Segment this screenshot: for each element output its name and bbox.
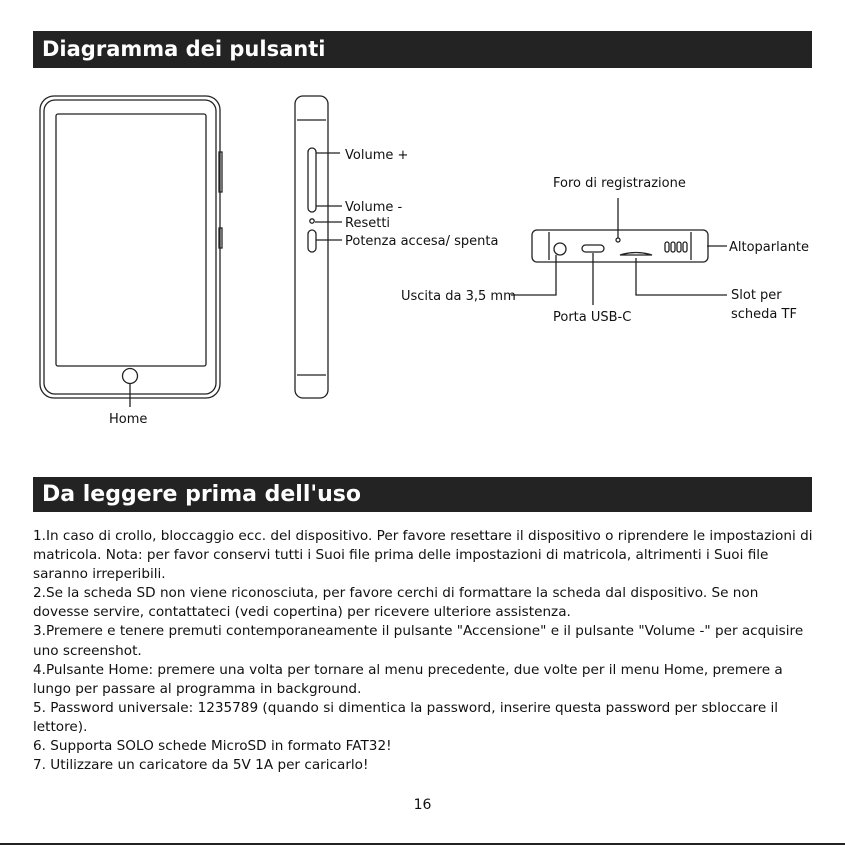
label-jack: Uscita da 3,5 mm [401,289,516,304]
volume-rocker-icon [308,148,316,212]
label-power: Potenza accesa/ spenta [345,234,499,249]
headphone-jack-icon [554,243,566,255]
label-reset: Resetti [345,216,391,231]
instructions-list [33,527,817,775]
instruction-item: 4.Pulsante Home: premere una volta per tornare al menu precedente, due volte per il menu Home, premere a lungo per passare al programma in background. [33,661,783,697]
instruction-item: 3.Premere e tenere premuti contemporaneamente il pulsante "Accensione" e il pulsante "Volume -" per acquisire uno screenshot. [33,623,804,659]
usb-c-port-icon [582,245,604,252]
label-volume-plus: Volume + [345,148,409,163]
label-volume-minus: Volume - [345,200,403,215]
label-home: Home [109,412,148,427]
mic-hole-icon [616,238,620,242]
device-front-view [40,96,222,407]
instruction-item: 2.Se la scheda SD non viene riconosciuta, per favore cerchi di formattare la scheda dal dispositivo. Se non dovesse servire, contattateci (vedi copertina) per ricevere ulteriore assistenza. [33,585,759,621]
page-number: 16 [413,797,432,813]
section-title-read-before-use: Da leggere prima dell'uso [33,477,812,512]
label-tf-line2: scheda TF [731,307,797,322]
home-button-icon [123,369,138,384]
label-usb: Porta USB-C [553,310,632,325]
label-speaker: Altoparlante [729,240,810,255]
tf-slot-icon [620,253,652,256]
label-mic: Foro di registrazione [553,176,686,191]
device-side-view [295,96,342,398]
section-title-button-diagram: Diagramma dei pulsanti [33,31,812,68]
instruction-item: 6. Supporta SOLO schede MicroSD in formato FAT32! [33,738,392,755]
instruction-item: 1.In caso di crollo, bloccaggio ecc. del dispositivo. Per favore resettare il dispositivo o riprendere le impostazioni di matricola. Nota: per favor conservi tutti i Suoi file prima delle impostazioni di matricola, altrimenti i Suoi file saranno irreperibili. [33,528,813,583]
instruction-item: 5. Password universale: 1235789 (quando si dimentica la password, inserire questa password per sbloccare il lettore). [33,699,779,735]
speaker-grill-icon [665,242,687,252]
reset-hole-icon [310,219,314,223]
label-tf-line1: Slot per [731,288,782,303]
instruction-item: 7. Utilizzare un caricatore da 5V 1A per caricarlo! [33,757,369,774]
power-button-icon [308,230,316,252]
device-bottom-view [511,198,727,305]
